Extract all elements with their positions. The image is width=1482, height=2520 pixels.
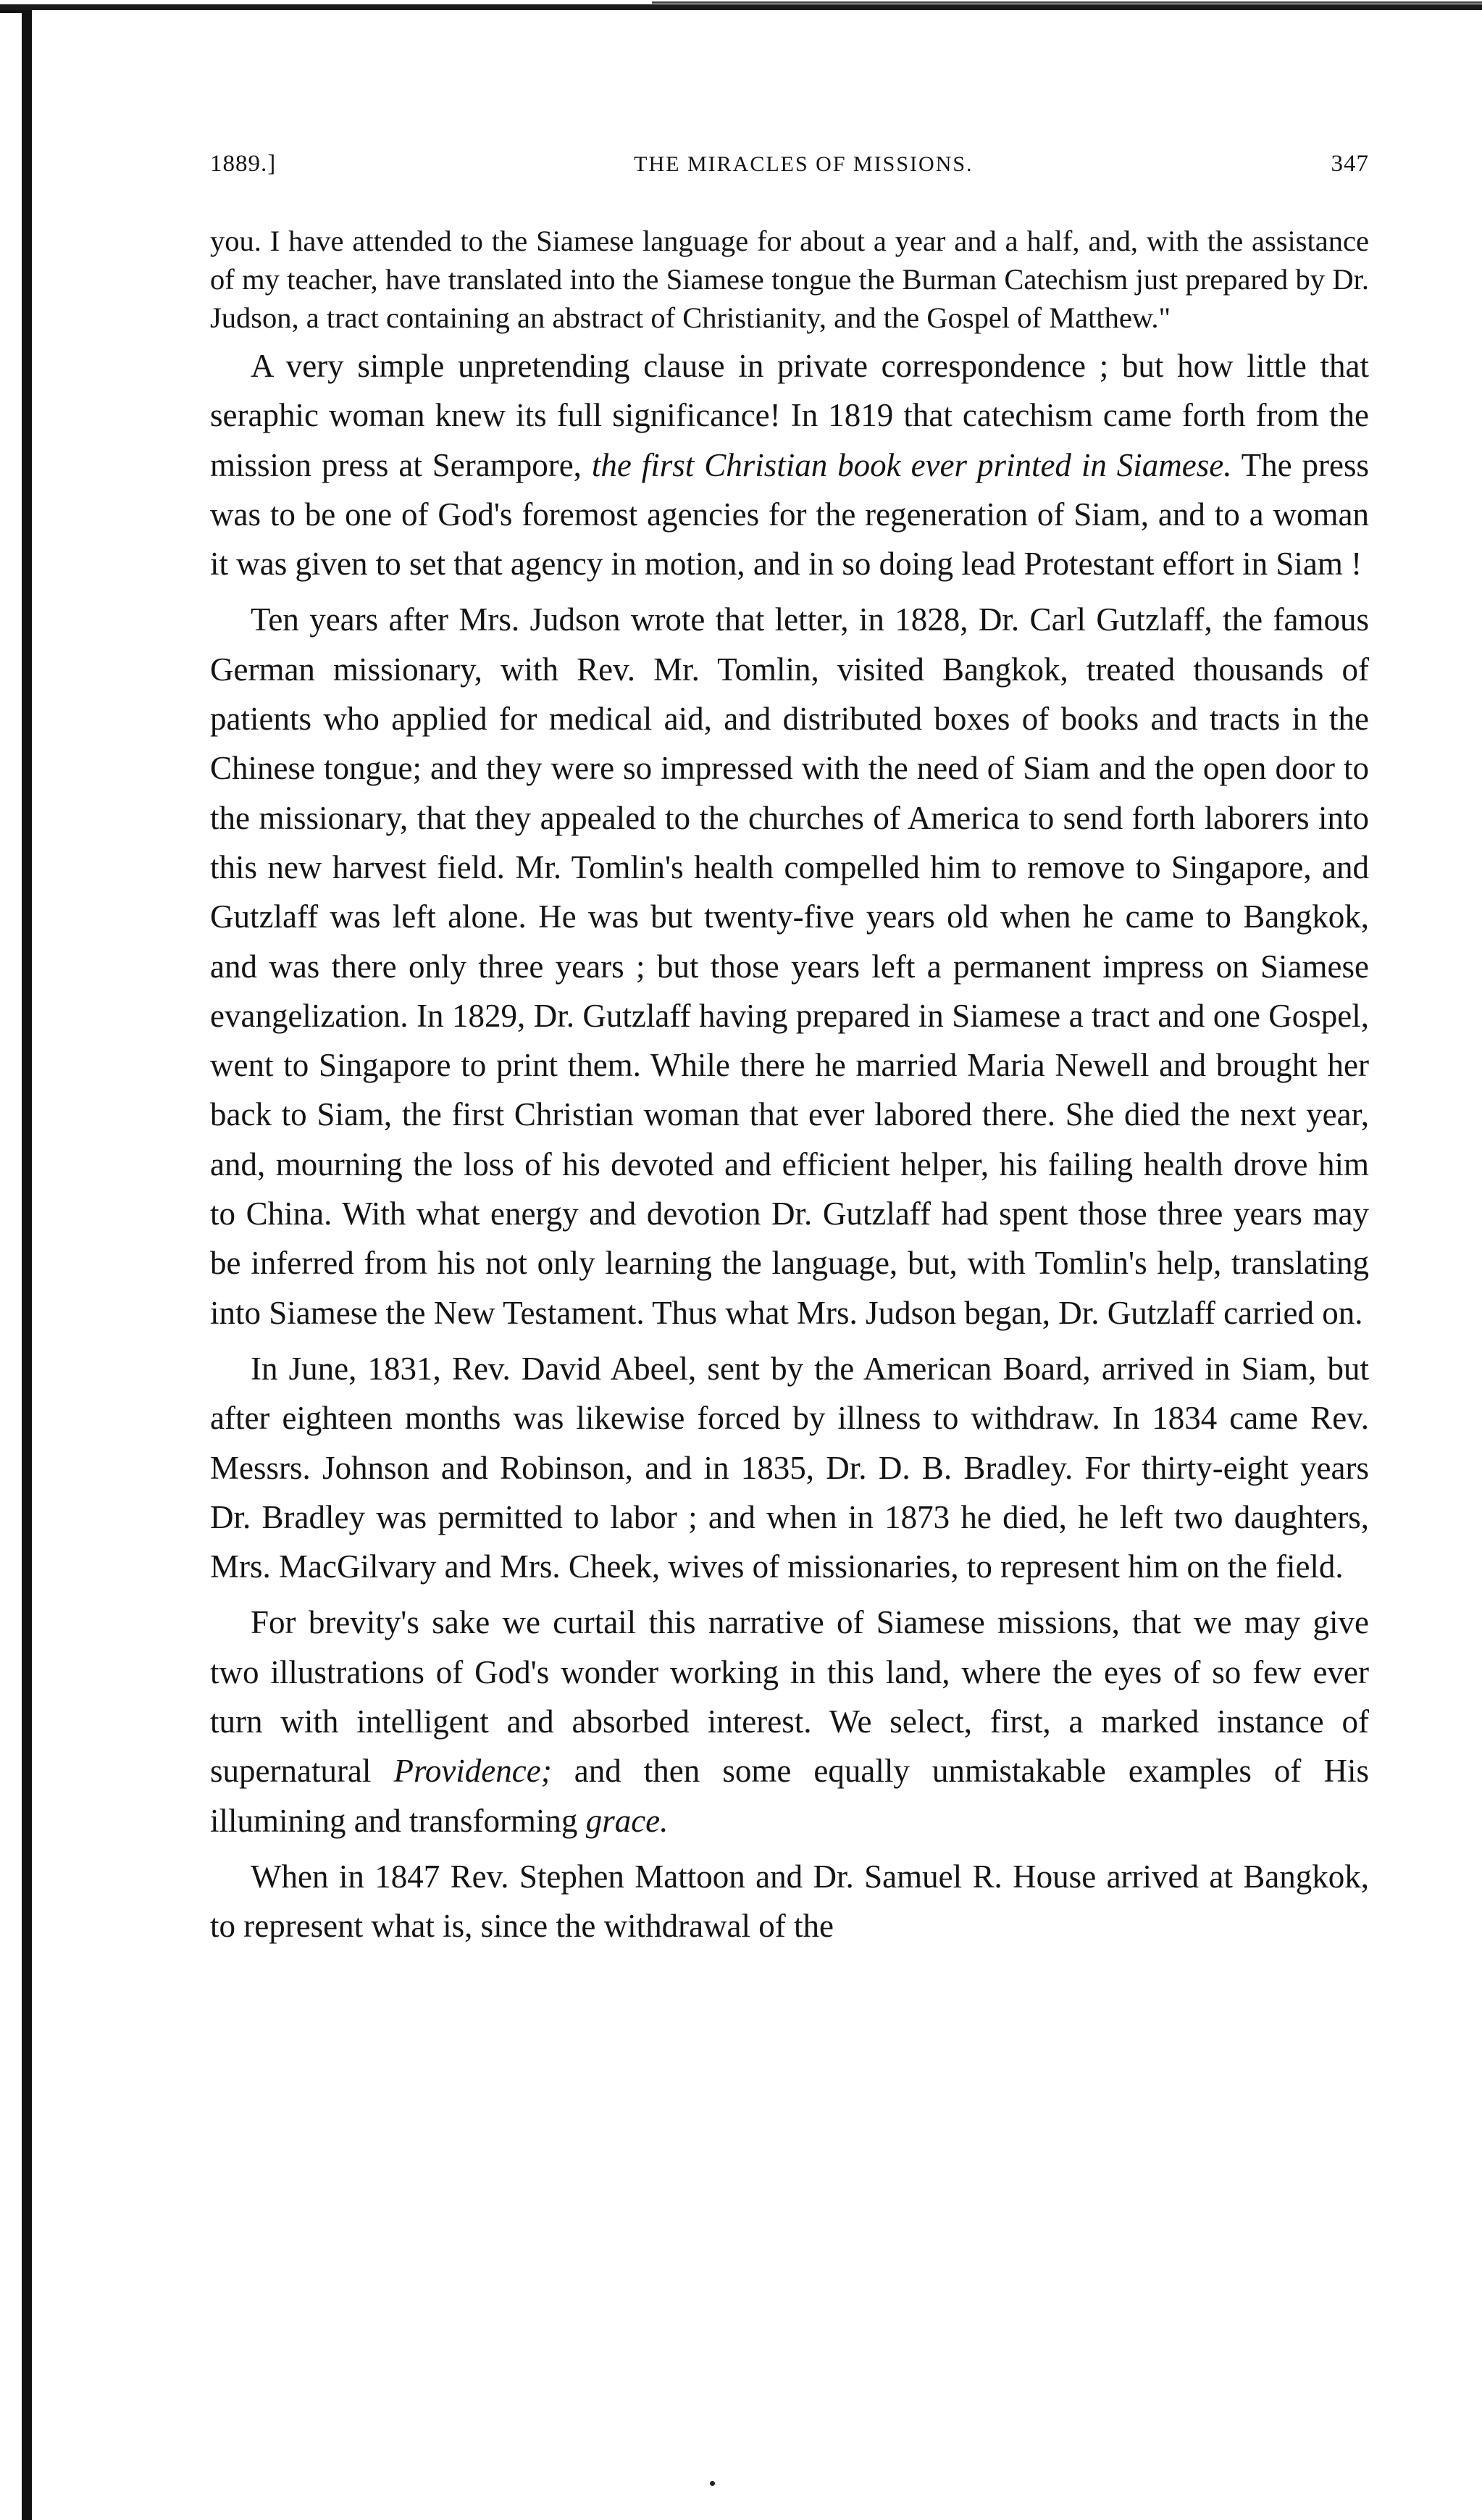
header-year: 1889.] [210, 151, 277, 177]
paragraph-brevity-emphasis-providence: Providence; [393, 1753, 552, 1790]
paragraph-brevity [210, 1598, 1369, 1845]
paragraph-catechism-text-a: A very simple unpretending clause in private correspondence ; but how little that seraphic woman knew its full significance! In 1819 that catechism came forth from the mission press at Serampore, [210, 348, 1369, 483]
top-edge-line [652, 1, 1482, 4]
paragraph-abeel: In June, 1831, Rev. David Abeel, sent by the American Board, arrived in Siam, but after eighteen months was likewise forced by illness to withdraw. In 1834 came Rev. Messrs. Johnson and Robinson, and in 1835, Dr. D. B. Bradley. For thirty-eight years Dr. Bradley was permitted to labor ; and when in 1873 he died, he left two daughters, Mrs. MacGilvary and Mrs. Cheek, wives of missionaries, to represent him on the field. [210, 1350, 1369, 1585]
header-title: THE MIRACLES OF MISSIONS. [634, 152, 974, 176]
top-edge-rule [0, 4, 1482, 10]
paragraph-catechism-text-b: The press was to be one of God's foremost agencies for the regeneration of Siam, and to a woman it was given to set that agency in motion, and in so doing lead Protestant effort in Siam ! [210, 446, 1369, 583]
page-speck [710, 2481, 715, 2486]
paragraph-gutzlaff: Ten years after Mrs. Judson wrote that letter, in 1828, Dr. Carl Gutzlaff, the famous German missionary, with Rev. Mr. Tomlin, visited Bangkok, treated thousands of patients who applied for medical aid, and distributed boxes of books and tracts in the Chinese tongue; and they were so impressed with the need of Siam and the open door to the missionary, that they appealed to the churches of America to send forth laborers into this new harvest field. Mr. Tomlin's health compelled him to remove to Singapore, and Gutzlaff was left alone. He was but twenty-five years old when he came to Bangkok, and was there only three years ; but those years left a permanent impress on Siamese evangelization. In 1829, Dr. Gutzlaff having prepared in Siamese a tract and one Gospel, went to Singapore to print them. While there he married Maria Newell and brought her back to Siam, the first Christian woman that ever labored there. She died the next year, and, mourning the loss of his devoted and efficient helper, his failing health drove him to China. With what energy and devotion Dr. Gutzlaff had spent those three years may be inferred from his not only learning the language, but, with Tomlin's help, translating into Siamese the New Testament. Thus what Mrs. Judson began, Dr. Gutzlaff carried on. [210, 601, 1369, 1331]
book-page [210, 151, 1369, 1958]
paragraph-catechism [210, 341, 1369, 588]
binding-edge [22, 10, 32, 2520]
paragraph-catechism-emphasis: the first Christian book ever printed in Siamese. [591, 446, 1232, 483]
header-page-number: 347 [1331, 151, 1369, 177]
letter-quote-ending: you. I have attended to the Siamese language for about a year and a half, and, with the assistance of my teacher, have translated into the Siamese tongue the Burman Catechism just prepared by Dr. Judson, a tract containing an abstract of Christianity, and the Gospel of Matthew." [210, 225, 1369, 334]
paragraph-brevity-emphasis-grace: grace. [585, 1802, 669, 1839]
paragraph-brevity-text-a: For brevity's sake we curtail this narrative of Siamese missions, that we may give two illustrations of God's wonder working in this land, where the eyes of so few ever turn with intelligent and absorbed interest. We select, first, a marked instance of supernatural [210, 1604, 1369, 1790]
paragraph-brevity-text-b: and then some equally unmistakable examples of His illumining and transforming [210, 1753, 1369, 1839]
paragraph-mattoon: When in 1847 Rev. Stephen Mattoon and Dr. Samuel R. House arrived at Bangkok, to represent what is, since the withdrawal of the [210, 1858, 1369, 1945]
running-head [210, 151, 1369, 194]
